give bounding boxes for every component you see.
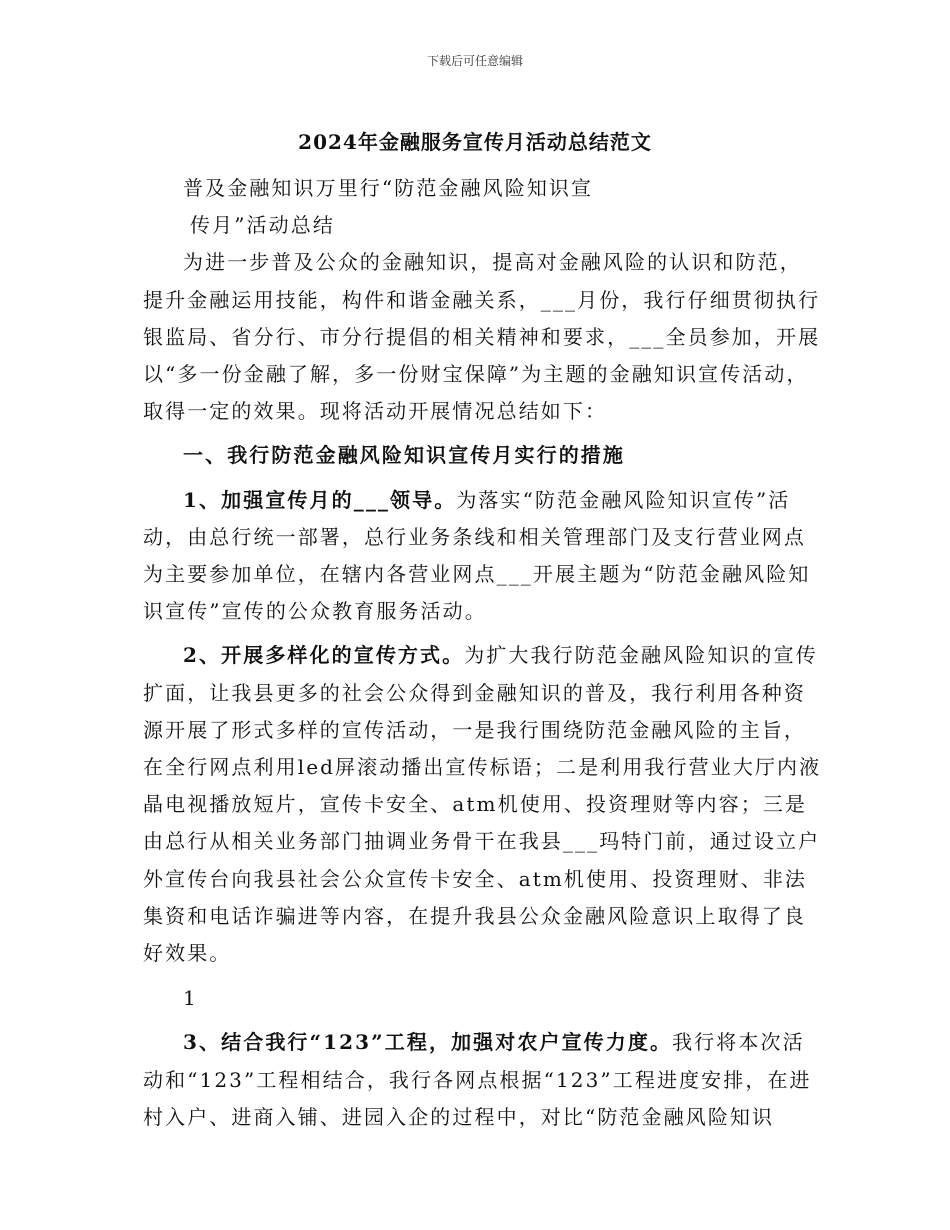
- header-note: 下载后可任意编辑: [426, 54, 523, 68]
- item-3-paragraph: [143, 1024, 823, 1136]
- intro-paragraph: 为进一步普及公众的金融知识，提高对金融风险的认识和防范，提升金融运用技能，构件和谐金融关系，___月份，我行仔细贯彻执行银监局、省分行、市分行提倡的相关精神和要求，___全员参加，开展以“多一份金融了解，多一份财宝保障”为主题的金融知识宣传活动，取得一定的效果。现将活动开展情况总结如下：: [143, 250, 821, 424]
- document-body: [143, 170, 823, 1136]
- item-1-paragraph: [143, 482, 823, 631]
- item-1-text: 为落实“防范金融风险知识宣传”活动，由总行统一部署，总行业务条线和相关管理部门及支行营业网点为主要参加单位，在辖内各营业网点___开展主题为“防范金融风险知识宣传”宣传的公众教育服务活动。: [143, 487, 811, 624]
- item-2-paragraph: [143, 637, 823, 972]
- page-number: 1: [183, 986, 198, 1011]
- item-2-lead: 2、开展多样化的宣传方式。: [183, 643, 465, 668]
- subtitle-line-1: 普及金融知识万里行“防范金融风险知识宣: [183, 176, 594, 200]
- section-1-heading: 一、我行防范金融风险知识宣传月实行的措施: [183, 443, 625, 468]
- item-1-lead: 1、加强宣传月的___领导。: [183, 487, 457, 512]
- document-title: 2024年金融服务宣传月活动总结范文: [298, 130, 652, 154]
- item-3-text: 我行将本次活动和“123”工程相结合，我行各网点根据“123”工程进度安排，在进村入户、进商入铺、进园入企的过程中，对比“防范金融风险知识: [143, 1030, 812, 1129]
- item-3-lead: 3、结合我行“123”工程，加强对农户宣传力度。: [183, 1030, 673, 1055]
- subtitle-line-2: 传月”活动总结: [190, 213, 335, 238]
- item-2-text: 为扩大我行防范金融风险知识的宣传扩面，让我县更多的社会公众得到金融知识的普及，我行利用各种资源开展了形式多样的宣传活动，一是我行围绕防范金融风险的主旨，在全行网点利用led屏滚动播出宣传标语；二是利用我行营业大厅内液晶电视播放短片，宣传卡安全、atm机使用、投资理财等内容；三是由总行从相关业务部门抽调业务骨干在我县___玛特门前，通过设立户外宣传台向我县社会公众宣传卡安全、atm机使用、投资理财、非法集资和电话诈骗进等内容，在提升我县公众金融风险意识上取得了良好效果。: [143, 643, 822, 966]
